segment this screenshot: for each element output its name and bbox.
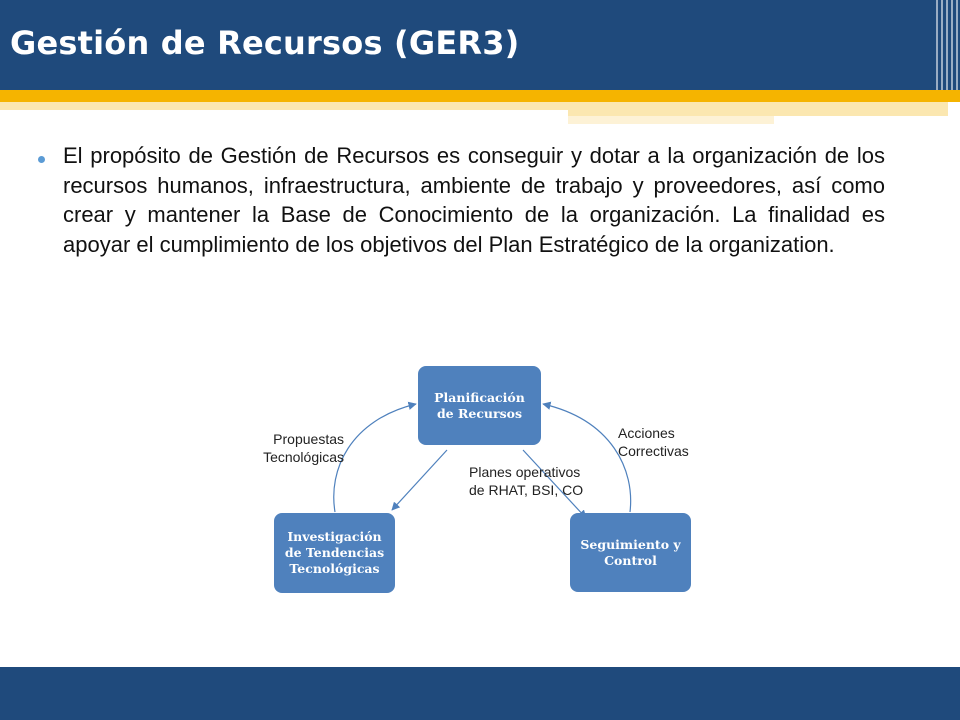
node-seguimiento: Seguimiento y Control <box>570 513 691 592</box>
edge-label-propuestas: Propuestas Tecnológicas <box>263 431 344 465</box>
bullet-paragraph: El propósito de Gestión de Recursos es conseguir y dotar a la organización de los recursos humanos, infraestructura, ambiente de trabajo y proveedores, así como crear y mantener la Base de Conocimiento de la organización. La finalidad es apoyar el cumplimiento de los objetivos del Plan Estratégico de la organization. <box>63 143 885 257</box>
node-investigacion: Investigación de Tendencias Tecnológicas <box>274 513 395 593</box>
edge-label-planes: Planes operativos de RHAT, BSI, CO <box>469 464 584 498</box>
edge-planificacion-to-investigacion <box>392 450 447 510</box>
edge-label-acciones: Acciones Correctivas <box>618 425 689 459</box>
node-planificacion: Planificación de Recursos <box>418 366 541 445</box>
slide-title: Gestión de Recursos (GER3) <box>10 24 520 62</box>
footer-bar <box>0 667 960 720</box>
edge-investigacion-to-planificacion <box>334 404 416 512</box>
